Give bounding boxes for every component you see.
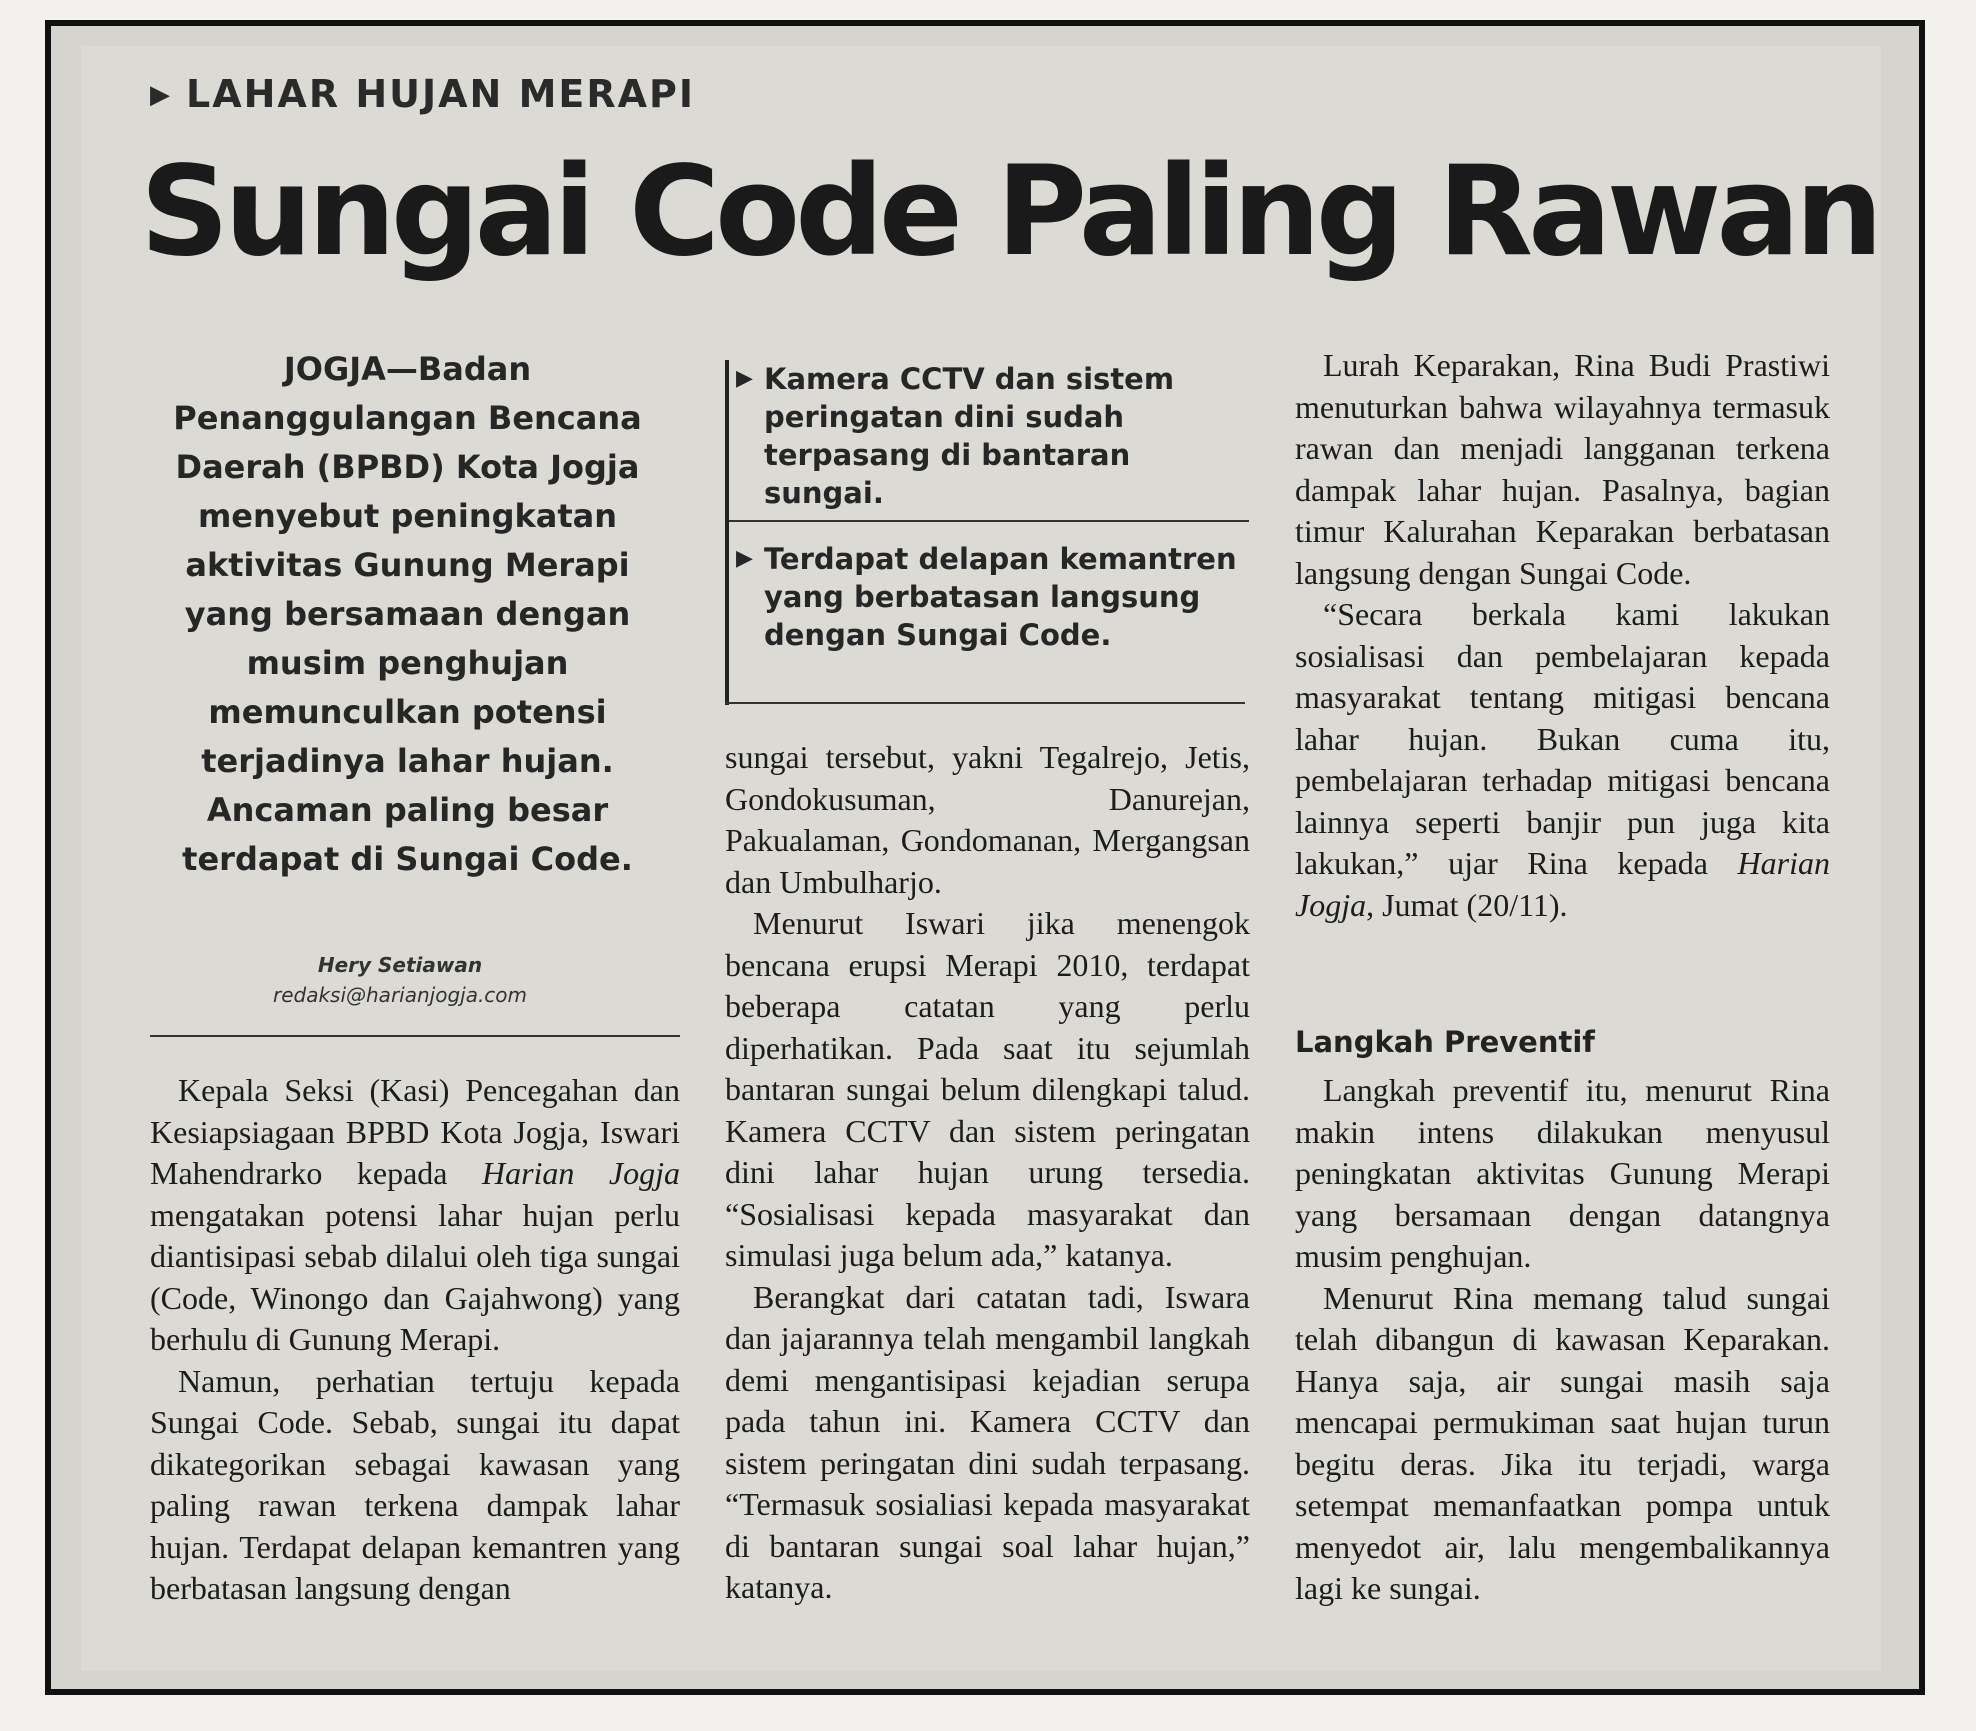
body-paragraph: Namun, perhatian tertuju kepada Sungai Code. Sebab, sungai itu dapat dikategorikan sebagai kawasan yang paling rawan terkena dampak lahar hujan. Terdapat delapan kemantren yang berbatasan langsung dengan: [150, 1362, 680, 1606]
headline: Sungai Code Paling Rawan: [140, 140, 1879, 284]
body-paragraph: “Secara berkala kami lakukan sosialisasi dan pembelajaran kepada masyarakat tentang mitigasi bencana lahar hujan. Bukan cuma itu, pembelajaran terhadap mitigasi bencana lainnya seperti banjir pun juga kita lakukan,” ujar Rina kepada Harian Jogja, Jumat (20/11).: [1295, 596, 1830, 923]
highlights-bottom-rule: [725, 702, 1245, 704]
kicker-text: LAHAR HUJAN MERAPI: [186, 72, 695, 116]
body-paragraph: Kepala Seksi (Kasi) Pencegahan dan Kesiapsiagaan BPBD Kota Jogja, Iswari Mahendrarko kepada Harian Jogja mengatakan potensi lahar hujan perlu diantisipasi sebab dilalui oleh tiga sungai (Code, Winongo dan Gajahwong) yang berhulu di Gunung Merapi.: [150, 1072, 681, 1357]
body-paragraph: Berangkat dari catatan tadi, Iswara dan jajarannya telah mengambil langkah demi mengantisipasi kejadian serupa pada tahun ini. Kamera CCTV dan sistem peringatan dini sudah terpasang. “Termasuk sosialiasi kepada masyarakat di bantaran sungai soal lahar hujan,” katanya.: [725, 1278, 1250, 1605]
highlight-divider: [729, 520, 1249, 522]
triangle-right-icon: ▶: [736, 546, 753, 571]
byline-email: redaksi@harianjogja.com: [272, 983, 528, 1007]
body-paragraph: Menurut Iswari jika menengok bencana erupsi Merapi 2010, terdapat beberapa catatan yang perlu diperhatikan. Pada saat itu sejumlah bantaran sungai belum dilengkapi talud. Kamera CCTV dan sistem peringatan dini lahar hujan urung tersedia. “Sosialisasi kepada masyarakat dan simulasi juga belum ada,” katanya.: [725, 905, 1250, 1273]
body-column-3-top: [1295, 345, 1830, 926]
body-paragraph: Lurah Keparakan, Rina Budi Prastiwi menuturkan bahwa wilayahnya termasuk rawan dan menjadi langganan terkena dampak lahar hujan. Pasalnya, bagian timur Kalurahan Keparakan berbatasan langsung dengan Sungai Code.: [1295, 347, 1830, 591]
byline-divider: [150, 1035, 680, 1037]
triangle-right-icon: ▶: [150, 80, 172, 110]
lead-paragraph: JOGJA—Badan Penanggulangan Bencana Daerah (BPBD) Kota Jogja menyebut peningkatan aktivitas Gunung Merapi yang bersamaan dengan musim penghujan memunculkan potensi terjadinya lahar hujan. Ancaman paling besar terdapat di Sungai Code.: [173, 350, 642, 878]
highlight-item: ▶ Terdapat delapan kemantren yang berbatasan langsung dengan Sungai Code.: [736, 542, 1237, 652]
subheading: Langkah Preventif: [1295, 1025, 1595, 1059]
body-column-2: [725, 737, 1250, 1609]
kicker: [150, 72, 695, 116]
body-paragraph: Langkah preventif itu, menurut Rina makin intens dilakukan menyusul peningkatan aktivitas Gunung Merapi yang bersamaan dengan datangnya musim penghujan.: [1295, 1072, 1830, 1274]
byline-name: Hery Setiawan: [317, 953, 483, 977]
body-column-1: [150, 1070, 680, 1610]
highlights-box: [725, 360, 1249, 705]
body-paragraph: sungai tersebut, yakni Tegalrejo, Jetis, Gondokusuman, Danurejan, Pakualaman, Gondomanan, Mergangsan dan Umbulharjo.: [725, 739, 1250, 900]
body-column-3-bottom: [1295, 1070, 1830, 1610]
byline: [150, 950, 650, 1010]
highlight-item: ▶ Kamera CCTV dan sistem peringatan dini sudah terpasang di bantaran sungai.: [736, 362, 1175, 510]
body-paragraph: Menurut Rina memang talud sungai telah dibangun di kawasan Keparakan. Hanya saja, air sungai masih saja mencapai permukiman saat hujan turun begitu deras. Jika itu terjadi, warga setempat memanfaatkan pompa untuk menyedot air, lalu mengembalikannya lagi ke sungai.: [1295, 1279, 1830, 1606]
triangle-right-icon: ▶: [736, 366, 753, 391]
